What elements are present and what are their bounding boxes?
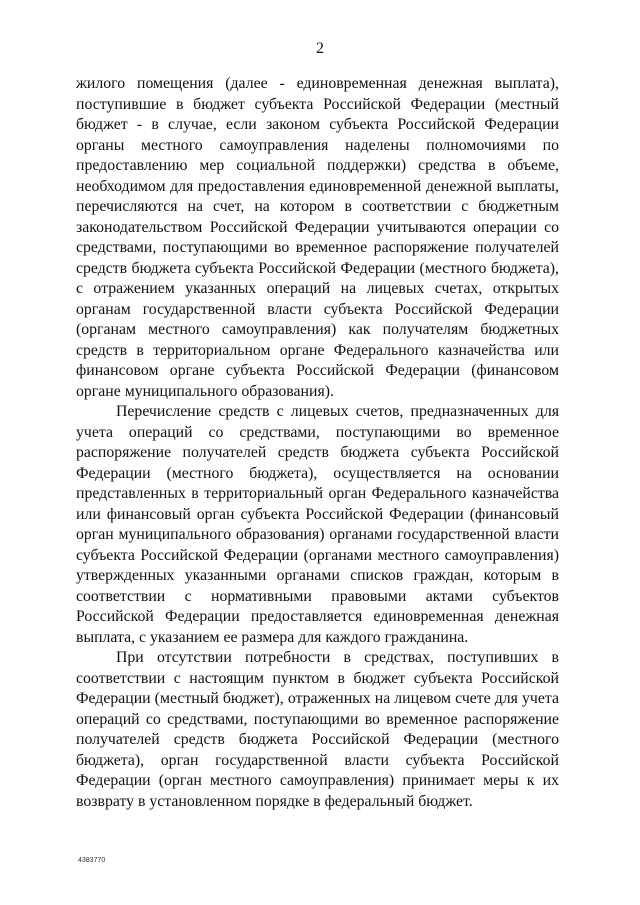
document-body xyxy=(76,74,559,812)
paragraph-return-of-funds: При отсутствии потребности в средствах, поступивших в соответствии с настоящим пунктом в бюджет субъекта Российской Федерации (местный бюджет), отраженных на лицевом счете для учета операций со средствами, поступающими во временное распоряжение получателей средств бюджета Российской Федерации (местного бюджета), орган государственной власти субъекта Российской Федерации (орган местного самоуправления) принимает меры к их возврату в установленном порядке в федеральный бюджет. xyxy=(76,649,559,810)
paragraph-transfer-of-funds: Перечисление средств с лицевых счетов, предназначенных для учета операций со средствами, поступающими во временное распоряжение получателей средств бюджета субъекта Российской Федерации (местного бюджета), осуществляется на основании представленных в территориальный орган Федерального казначейства или финансовый орган субъекта Российской Федерации (финансовый орган муниципального образования) органами государственной власти субъекта Российской Федерации (органами местного самоуправления) утвержденных указанными органами списков граждан, которым в соответствии с нормативными правовыми актами субъектов Российской Федерации предоставляется единовременная денежная выплата, с указанием ее размера для каждого гражданина. xyxy=(76,403,559,646)
document-id: 4383770 xyxy=(78,857,106,864)
page-number: 2 xyxy=(316,40,324,57)
paragraph-continuation: жилого помещения (далее - единовременная денежная выплата), поступившие в бюджет субъекта Российской Федерации (местный бюджет - в случае, если законом субъекта Российской Федерации органы местного самоуправления наделены полномочиями по предоставлению мер социальной поддержки) средства в объеме, необходимом для предоставления единовременной денежной выплаты, перечисляются на счет, на котором в соответствии с бюджетным законодательством Российской Федерации учитываются операции со средствами, поступающими во временное распоряжение получателей средств бюджета субъекта Российской Федерации (местного бюджета), с отражением указанных операций на лицевых счетах, открытых органам государственной власти субъекта Российской Федерации (органам местного самоуправления) как получателям бюджетных средств в территориальном органе Федерального казначейства или финансовом органе субъекта Российской Федерации (финансовом органе муниципального образования). xyxy=(76,75,559,400)
